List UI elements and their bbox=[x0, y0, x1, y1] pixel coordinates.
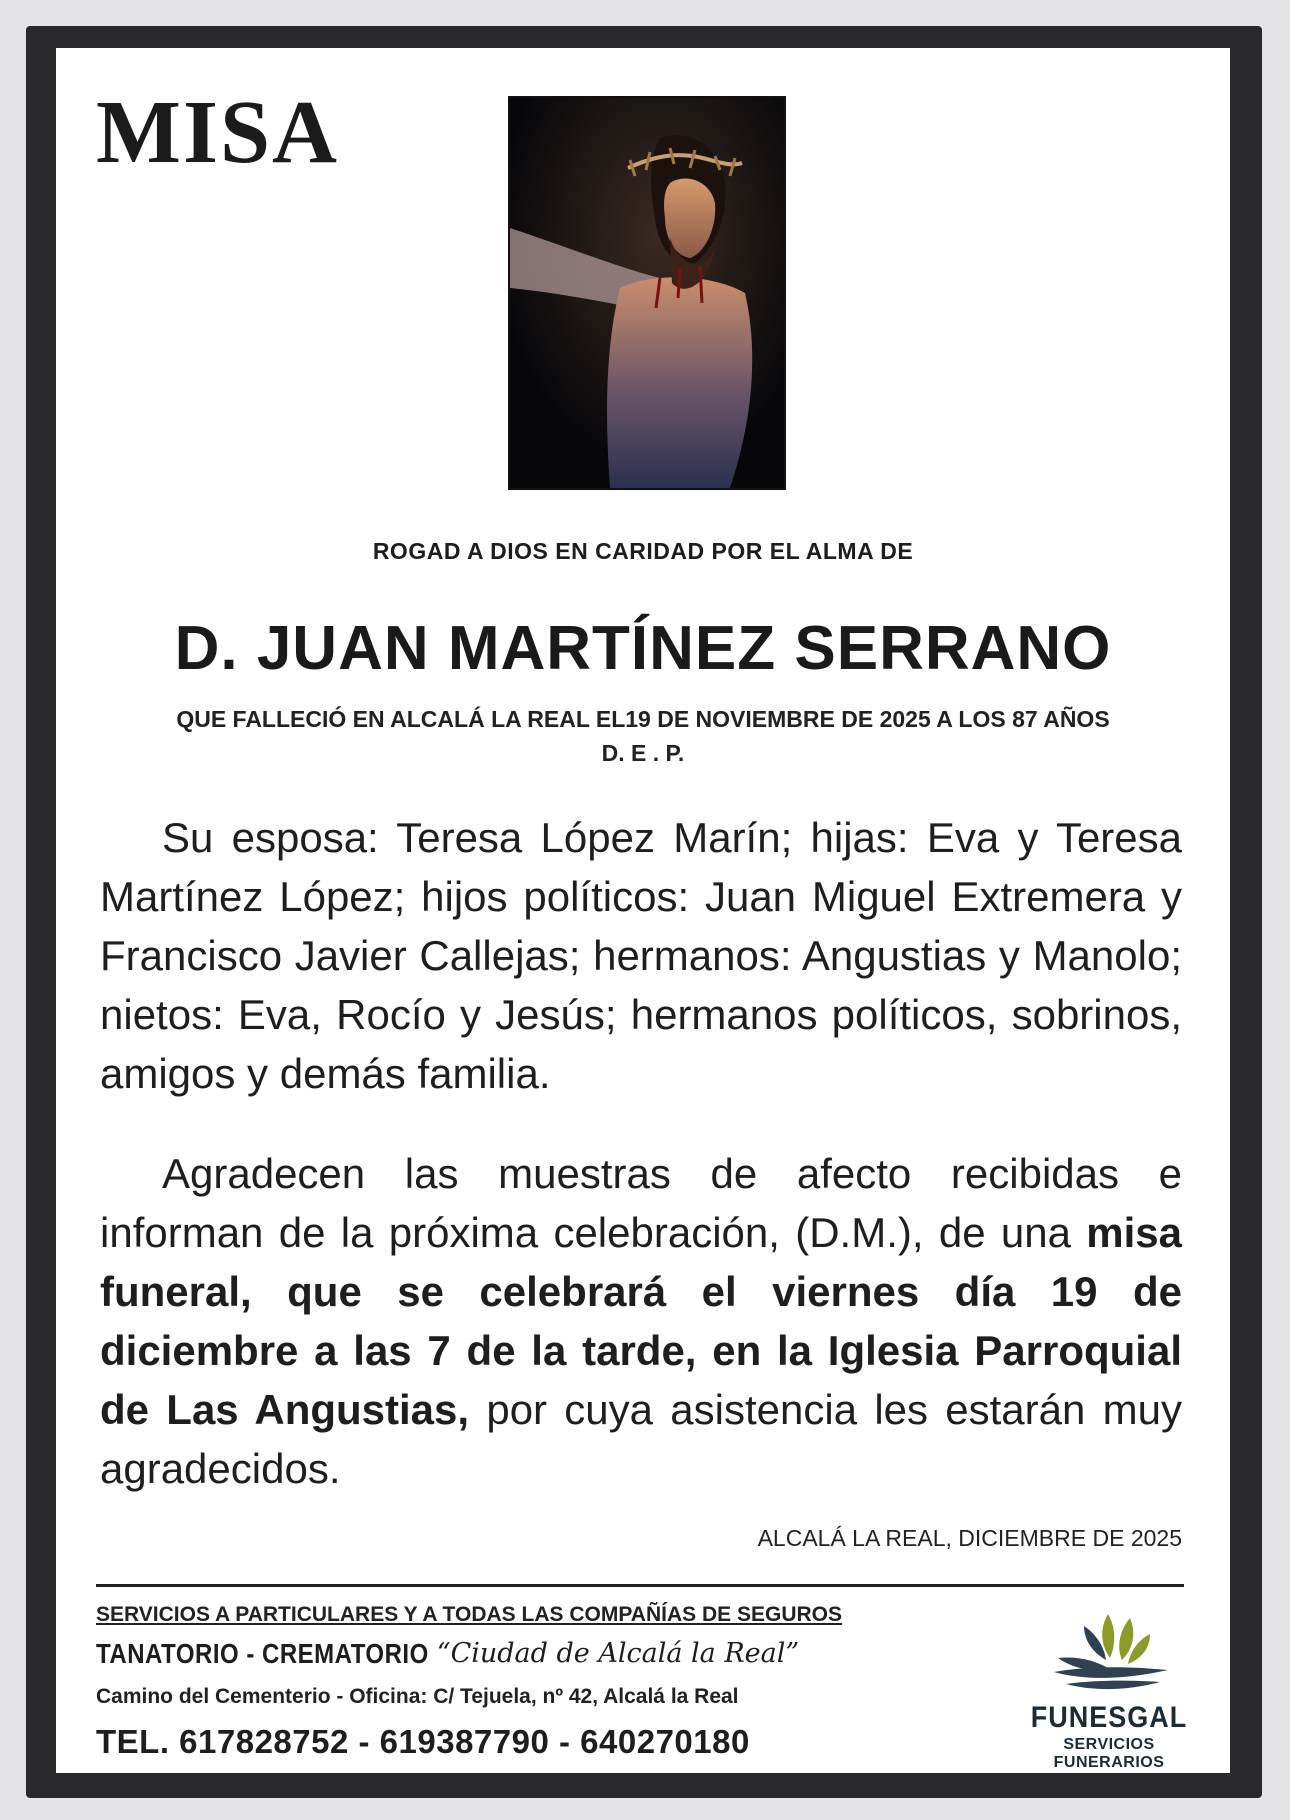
mass-details-bold: misa funeral, que se celebrará el viernes día 19 de diciembre a las 7 de la tarde, en la Iglesia Parroquial de Las Angustias, bbox=[100, 1209, 1182, 1433]
brand-name: FUNESGAL bbox=[1030, 1700, 1188, 1734]
phone-numbers: TEL. 617828752 - 619387790 - 640270180 bbox=[96, 1723, 750, 1760]
tanatorio-line bbox=[96, 1638, 799, 1669]
mass-intro-text: Agradecen las muestras de afecto recibidas e informan de la próxima celebración, (D.M.), de una bbox=[100, 1150, 1182, 1256]
funesgal-leaf-logo-icon bbox=[1046, 1608, 1176, 1694]
mass-paragraph bbox=[100, 1144, 1182, 1498]
pray-line: ROGAD A DIOS EN CARIDAD POR EL ALMA DE bbox=[372, 538, 914, 564]
ciudad-name: “Ciudad de Alcalá la Real” bbox=[436, 1638, 800, 1669]
family-paragraph: Su esposa: Teresa López Marín; hijas: Eva y Teresa Martínez López; hijos políticos: Juan Miguel Extremera y Francisco Javier Callejas; hermanos: Angustias y Manolo; nietos: Eva, Rocío y Jesús; hermanos políticos, sobrinos, amigos y demás familia. bbox=[100, 814, 1182, 1097]
mass-outro-text: por cuya asistencia les estarán muy agradecidos. bbox=[100, 1386, 1182, 1492]
misa-title: MISA bbox=[96, 83, 340, 182]
obituary-page bbox=[56, 48, 1230, 1773]
crucified-christ-icon bbox=[510, 98, 784, 488]
death-details: QUE FALLECIÓ EN ALCALÁ LA REAL EL19 DE NOVIEMBRE DE 2025 A LOS 87 AÑOS bbox=[176, 706, 1110, 732]
christ-image bbox=[508, 96, 786, 490]
dep-line: D. E . P. bbox=[601, 740, 685, 766]
deceased-name: D. JUAN MARTÍNEZ SERRANO bbox=[174, 614, 1112, 683]
footer-divider bbox=[96, 1584, 1184, 1587]
tanatorio-label: TANATORIO - CREMATORIO bbox=[96, 1638, 429, 1670]
place-date: ALCALÁ LA REAL, DICIEMBRE DE 2025 bbox=[757, 1525, 1182, 1551]
brand-subtitle: SERVICIOS FUNERARIOS bbox=[1053, 1736, 1165, 1771]
address-line: Camino del Cementerio - Oficina: C/ Tejuela, nº 42, Alcalá la Real bbox=[96, 1685, 739, 1708]
services-line: SERVICIOS A PARTICULARES Y A TODAS LAS COMPAÑÍAS DE SEGUROS bbox=[96, 1603, 842, 1626]
